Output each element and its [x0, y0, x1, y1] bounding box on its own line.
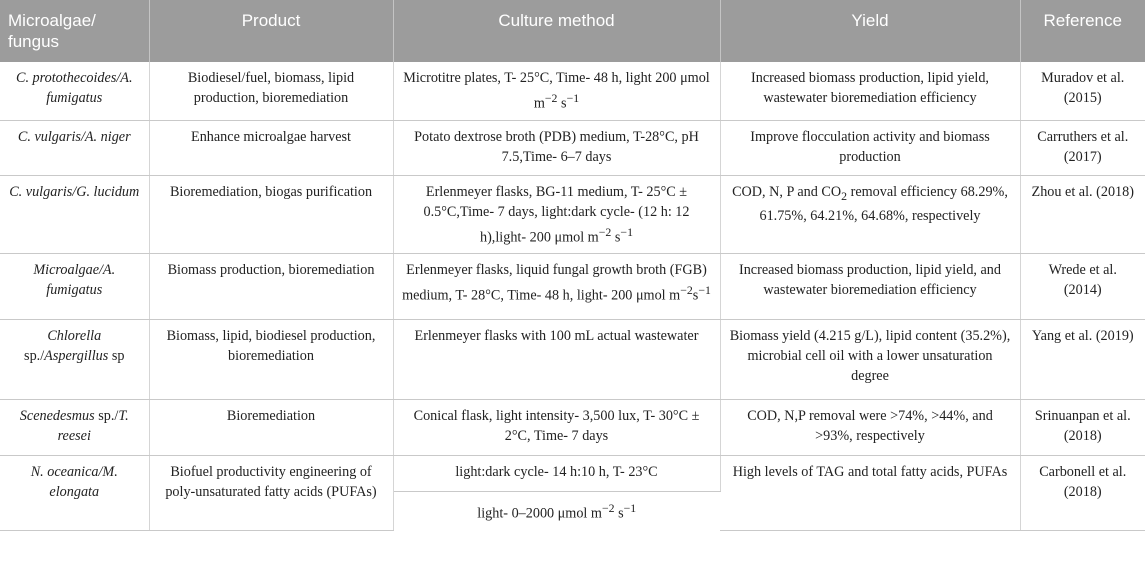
culture-method-text: light- 0–2000 μmol m: [477, 506, 602, 523]
organism-suffix: sp./: [94, 408, 119, 425]
culture-method-text: s: [557, 95, 567, 112]
header-product: Product: [149, 0, 393, 62]
product-cell: Enhance microalgae harvest: [149, 120, 393, 175]
header-culture-method: Culture method: [393, 0, 720, 62]
culture-method-cell: [393, 492, 720, 530]
organism-cell: C. vulgaris/A. niger: [0, 120, 149, 175]
reference-cell: Carruthers et al. (2017): [1020, 120, 1145, 175]
organism-genus: Scenedesmus: [19, 408, 95, 425]
culture-method-text: s: [611, 229, 621, 246]
header-yield: Yield: [720, 0, 1020, 62]
product-cell: Biomass production, bioremediation: [149, 254, 393, 320]
superscript: −2: [544, 91, 558, 105]
product-cell: Biofuel productivity engineering of poly-unsaturated fatty acids (PUFAs): [149, 456, 393, 530]
yield-cell: [720, 175, 1020, 254]
culture-method-text: Microtitre plates, T- 25°C, Time- 48 h, light 200 μmol m: [403, 70, 710, 112]
reference-cell: Carbonell et al. (2018): [1020, 456, 1145, 530]
culture-method-text: Erlenmeyer flasks, BG-11 medium, T- 25°C ± 0.5°C,Time- 7 days, light:dark cycle- (12 h: 12 h),light- 200 μmol m: [423, 183, 690, 246]
superscript: −2: [598, 224, 612, 239]
header-microalgae-fungus: Microalgae/ fungus: [0, 0, 149, 62]
superscript: −1: [620, 224, 633, 239]
reference-cell: Zhou et al. (2018): [1020, 175, 1145, 254]
table-row: [0, 120, 1145, 175]
culture-method-cell: Potato dextrose broth (PDB) medium, T-28°C, pH 7.5,Time- 6–7 days: [393, 120, 720, 175]
organism-cell: N. oceanica/M. elongata: [0, 456, 149, 530]
culture-method-text: Erlenmeyer flasks, liquid fungal growth broth (FGB) medium, T- 28°C, Time- 48 h, light- 200 μmol m: [402, 262, 707, 305]
yield-text: COD, N, P and CO: [732, 183, 842, 200]
superscript: −1: [566, 91, 580, 105]
reference-cell: Srinuanpan et al. (2018): [1020, 400, 1145, 456]
reference-cell: Muradov et al. (2015): [1020, 62, 1145, 120]
header-reference: Reference: [1020, 0, 1145, 62]
organism-suffix: sp: [108, 348, 125, 365]
culture-method-text: s: [692, 288, 699, 305]
yield-text: removal efficiency 68.29%, 61.75%, 64.21%, 64.68%, respectively: [759, 183, 1008, 224]
superscript: −2: [680, 283, 693, 298]
yield-cell: COD, N,P removal were >74%, >44%, and >93%, respectively: [720, 400, 1020, 456]
organism-genus: Aspergillus: [44, 348, 109, 365]
yield-cell: Biomass yield (4.215 g/L), lipid content (35.2%), microbial cell oil with a lower unsaturation degree: [720, 320, 1020, 400]
organism-genus: Chlorella: [47, 328, 102, 345]
product-cell: Biomass, lipid, biodiesel production, bioremediation: [149, 320, 393, 400]
organism-cell: C. protothecoides/A. fumigatus: [0, 62, 149, 120]
culture-method-text: s: [614, 506, 624, 523]
table-row: [0, 320, 1145, 400]
organism-cell: [0, 400, 149, 456]
table-row: [0, 175, 1145, 254]
organism-genus: T. reesei: [57, 408, 129, 445]
table-row: [0, 400, 1145, 456]
culture-method-cell: [393, 62, 720, 120]
organism-cell: Microalgae/A. fumigatus: [0, 254, 149, 320]
culture-method-cell: Erlenmeyer flasks with 100 mL actual wastewater: [393, 320, 720, 400]
reference-cell: Yang et al. (2019): [1020, 320, 1145, 400]
culture-method-cell: [393, 254, 720, 320]
table-row: [0, 62, 1145, 120]
table-row: [0, 254, 1145, 320]
culture-method-cell: light:dark cycle- 14 h:10 h, T- 23°C: [393, 456, 720, 492]
superscript: −1: [623, 501, 637, 516]
superscript: −2: [601, 501, 615, 516]
culture-method-cell: Conical flask, light intensity- 3,500 lux, T- 30°C ± 2°C, Time- 7 days: [393, 400, 720, 456]
superscript: −1: [698, 283, 711, 298]
yield-cell: Increased biomass production, lipid yield, wastewater bioremediation efficiency: [720, 62, 1020, 120]
subscript: 2: [841, 188, 848, 203]
organism-suffix: sp./: [24, 348, 45, 365]
reference-cell: Wrede et al. (2014): [1020, 254, 1145, 320]
organism-cell: [0, 320, 149, 400]
product-cell: Bioremediation, biogas purification: [149, 175, 393, 254]
yield-cell: Improve flocculation activity and biomass production: [720, 120, 1020, 175]
table-row: [0, 456, 1145, 492]
yield-cell: Increased biomass production, lipid yield, and wastewater bioremediation efficiency: [720, 254, 1020, 320]
product-cell: Biodiesel/fuel, biomass, lipid production, bioremediation: [149, 62, 393, 120]
product-cell: Bioremediation: [149, 400, 393, 456]
culture-method-cell: [393, 175, 720, 254]
organism-cell: C. vulgaris/G. lucidum: [0, 175, 149, 254]
header-row: [0, 0, 1145, 62]
yield-cell: High levels of TAG and total fatty acids, PUFAs: [720, 456, 1020, 530]
